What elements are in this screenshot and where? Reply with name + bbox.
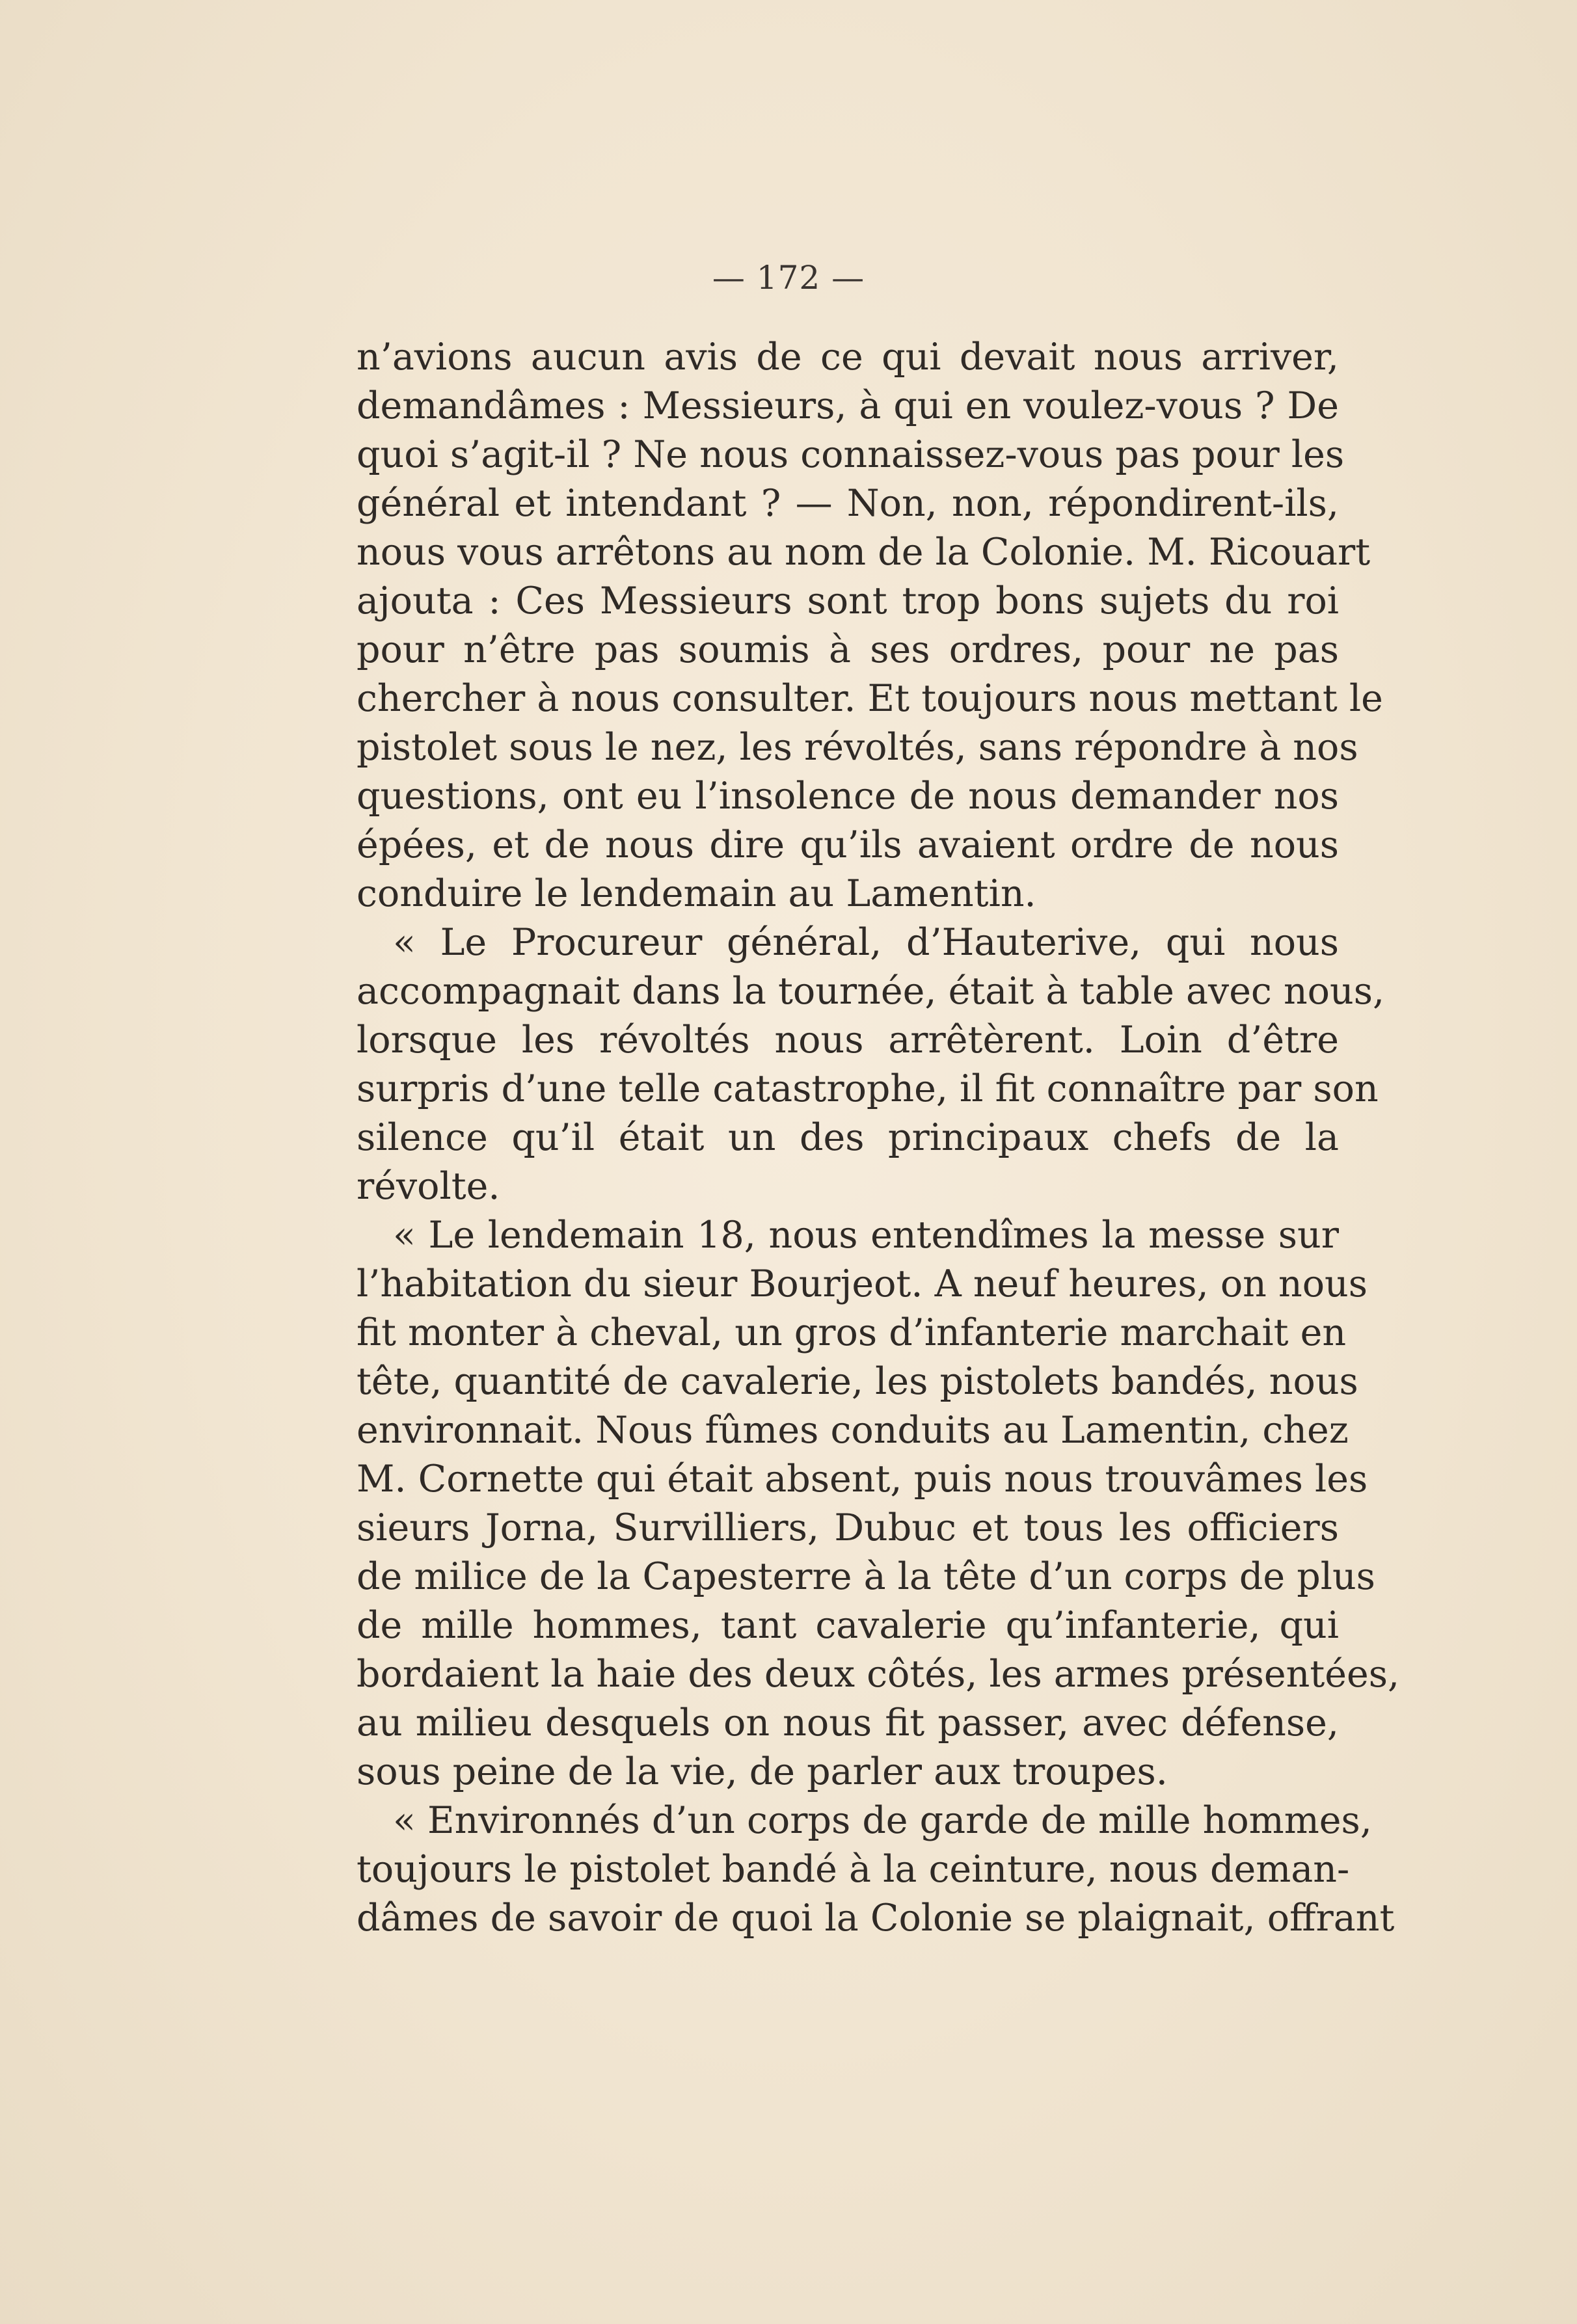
text-line: révolte. bbox=[357, 1165, 500, 1208]
body-text bbox=[357, 333, 1400, 1943]
text-line: dâmes de savoir de quoi la Colonie se plaignait, offrant bbox=[357, 1897, 1395, 1940]
text-line: sieurs Jorna, Survilliers, Dubuc et tous les officiers bbox=[357, 1506, 1339, 1549]
text-line: chercher à nous consulter. Et toujours nous mettant le bbox=[357, 677, 1383, 720]
text-line: M. Cornette qui était absent, puis nous trouvâmes les bbox=[357, 1458, 1368, 1501]
text-line: ajouta : Ces Messieurs sont trop bons sujets du roi bbox=[357, 580, 1339, 622]
text-line: de milice de la Capesterre à la tête d’un corps de plus bbox=[357, 1555, 1375, 1598]
text-line: tête, quantité de cavalerie, les pistolets bandés, nous bbox=[357, 1360, 1358, 1403]
text-line: général et intendant ? — Non, non, répondirent-ils, bbox=[357, 482, 1339, 525]
page-number: — 172 — bbox=[712, 259, 865, 297]
text-line: pistolet sous le nez, les révoltés, sans répondre à nos bbox=[357, 726, 1358, 769]
text-line: l’habitation du sieur Bourjeot. A neuf heures, on nous bbox=[357, 1262, 1368, 1305]
text-line: environnait. Nous fûmes conduits au Lamentin, chez bbox=[357, 1409, 1349, 1452]
paragraph bbox=[357, 918, 1385, 1211]
text-line: « Environnés d’un corps de garde de mille hommes, bbox=[393, 1799, 1372, 1842]
text-line: questions, ont eu l’insolence de nous demander nos bbox=[357, 775, 1339, 818]
text-line: demandâmes : Messieurs, à qui en voulez-vous ? De bbox=[357, 384, 1339, 427]
text-line: surpris d’une telle catastrophe, il fit connaître par son bbox=[357, 1067, 1379, 1110]
text-line: sous peine de la vie, de parler aux troupes. bbox=[357, 1750, 1168, 1793]
text-line: silence qu’il était un des principaux chefs de la bbox=[357, 1116, 1339, 1159]
text-line: toujours le pistolet bandé à la ceinture, nous deman- bbox=[357, 1848, 1350, 1891]
text-line: au milieu desquels on nous fit passer, avec défense, bbox=[357, 1702, 1339, 1744]
text-line: « Le lendemain 18, nous entendîmes la messe sur bbox=[393, 1214, 1339, 1257]
text-line: fit monter à cheval, un gros d’infanterie marchait en bbox=[357, 1311, 1347, 1354]
text-line: épées, et de nous dire qu’ils avaient ordre de nous bbox=[357, 823, 1339, 866]
text-line: quoi s’agit-il ? Ne nous connaissez-vous pas pour les bbox=[357, 433, 1345, 476]
text-line: conduire le lendemain au Lamentin. bbox=[357, 872, 1036, 915]
text-line: nous vous arrêtons au nom de la Colonie. M. Ricouart bbox=[357, 531, 1371, 574]
text-line: « Le Procureur général, d’Hauterive, qui nous bbox=[393, 921, 1339, 964]
text-line: n’avions aucun avis de ce qui devait nous arriver, bbox=[357, 336, 1339, 379]
text-line: pour n’être pas soumis à ses ordres, pour ne pas bbox=[357, 628, 1339, 671]
paragraph bbox=[357, 333, 1383, 918]
text-line: accompagnait dans la tournée, était à table avec nous, bbox=[357, 970, 1385, 1013]
paragraph bbox=[357, 1211, 1400, 1796]
text-line: lorsque les révoltés nous arrêtèrent. Loin d’être bbox=[357, 1019, 1339, 1062]
paragraph bbox=[357, 1796, 1395, 1943]
text-line: bordaient la haie des deux côtés, les armes présentées, bbox=[357, 1653, 1400, 1696]
text-line: de mille hommes, tant cavalerie qu’infanterie, qui bbox=[357, 1604, 1339, 1647]
